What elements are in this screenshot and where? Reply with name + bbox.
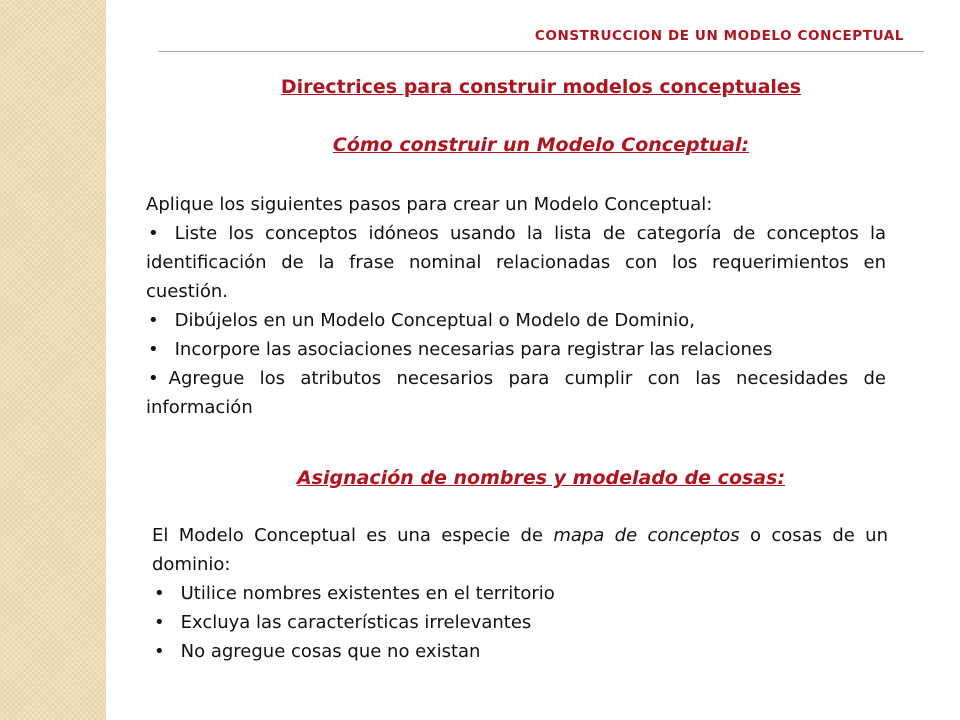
- section-title-como-construir: Cómo construir un Modelo Conceptual:: [332, 134, 750, 156]
- bullet-marker: •: [154, 612, 165, 633]
- naming-item-2: [152, 608, 888, 637]
- naming-item-3: [152, 637, 888, 666]
- naming-intro-text-before: El Modelo Conceptual es una especie de: [152, 525, 554, 546]
- bullet-marker: •: [154, 583, 165, 604]
- step-item-1-text-line-2: identificación de la frase nominal relacionadas con los requerimientos en: [146, 252, 886, 273]
- naming-item-1-text: Utilice nombres existentes en el territorio: [180, 583, 555, 604]
- step-item-4-text-line-1: Agregue los atributos necesarios para cumplir con las necesidades de: [168, 368, 886, 389]
- steps-intro: Aplique los siguientes pasos para crear un Modelo Conceptual:: [146, 194, 713, 215]
- step-item-4-line-1: [146, 364, 886, 393]
- slide-header-title: CONSTRUCCION DE UN MODELO CONCEPTUAL: [534, 28, 904, 44]
- step-item-2: [146, 306, 886, 335]
- naming-intro-line-1: [152, 521, 888, 550]
- naming-item-2-text: Excluya las características irrelevantes: [180, 612, 532, 633]
- bullet-marker: •: [148, 368, 159, 389]
- naming-item-1: [152, 579, 888, 608]
- step-item-3-text: Incorpore las asociaciones necesarias para registrar las relaciones: [174, 339, 773, 360]
- step-item-3: [146, 335, 886, 364]
- step-item-1-text-line-1: Liste los conceptos idóneos usando la lista de categoría de conceptos la: [174, 223, 886, 244]
- step-item-2-text: Dibújelos en un Modelo Conceptual o Modelo de Dominio,: [174, 310, 695, 331]
- naming-item-3-text: No agregue cosas que no existan: [180, 641, 481, 662]
- steps-block: [146, 190, 886, 422]
- naming-intro-line-2: dominio:: [152, 554, 231, 575]
- bullet-marker: •: [148, 339, 159, 360]
- section-title-asignacion: Asignación de nombres y modelado de cosas:: [296, 467, 786, 489]
- section-title-directrices: Directrices para construir modelos conceptuales: [280, 76, 802, 98]
- step-item-4-text-line-2: información: [146, 397, 253, 418]
- naming-intro-text-after: o cosas de un: [739, 525, 888, 546]
- bullet-marker: •: [148, 223, 159, 244]
- step-item-1-text-line-3: cuestión.: [146, 281, 228, 302]
- naming-intro-emphasis: mapa de conceptos: [553, 525, 740, 546]
- naming-block: [152, 521, 888, 666]
- bullet-marker: •: [148, 310, 159, 331]
- header-divider: [158, 51, 924, 52]
- bullet-marker: •: [154, 641, 165, 662]
- decorative-side-strip: [0, 0, 106, 720]
- step-item-1-line-1: [146, 219, 886, 248]
